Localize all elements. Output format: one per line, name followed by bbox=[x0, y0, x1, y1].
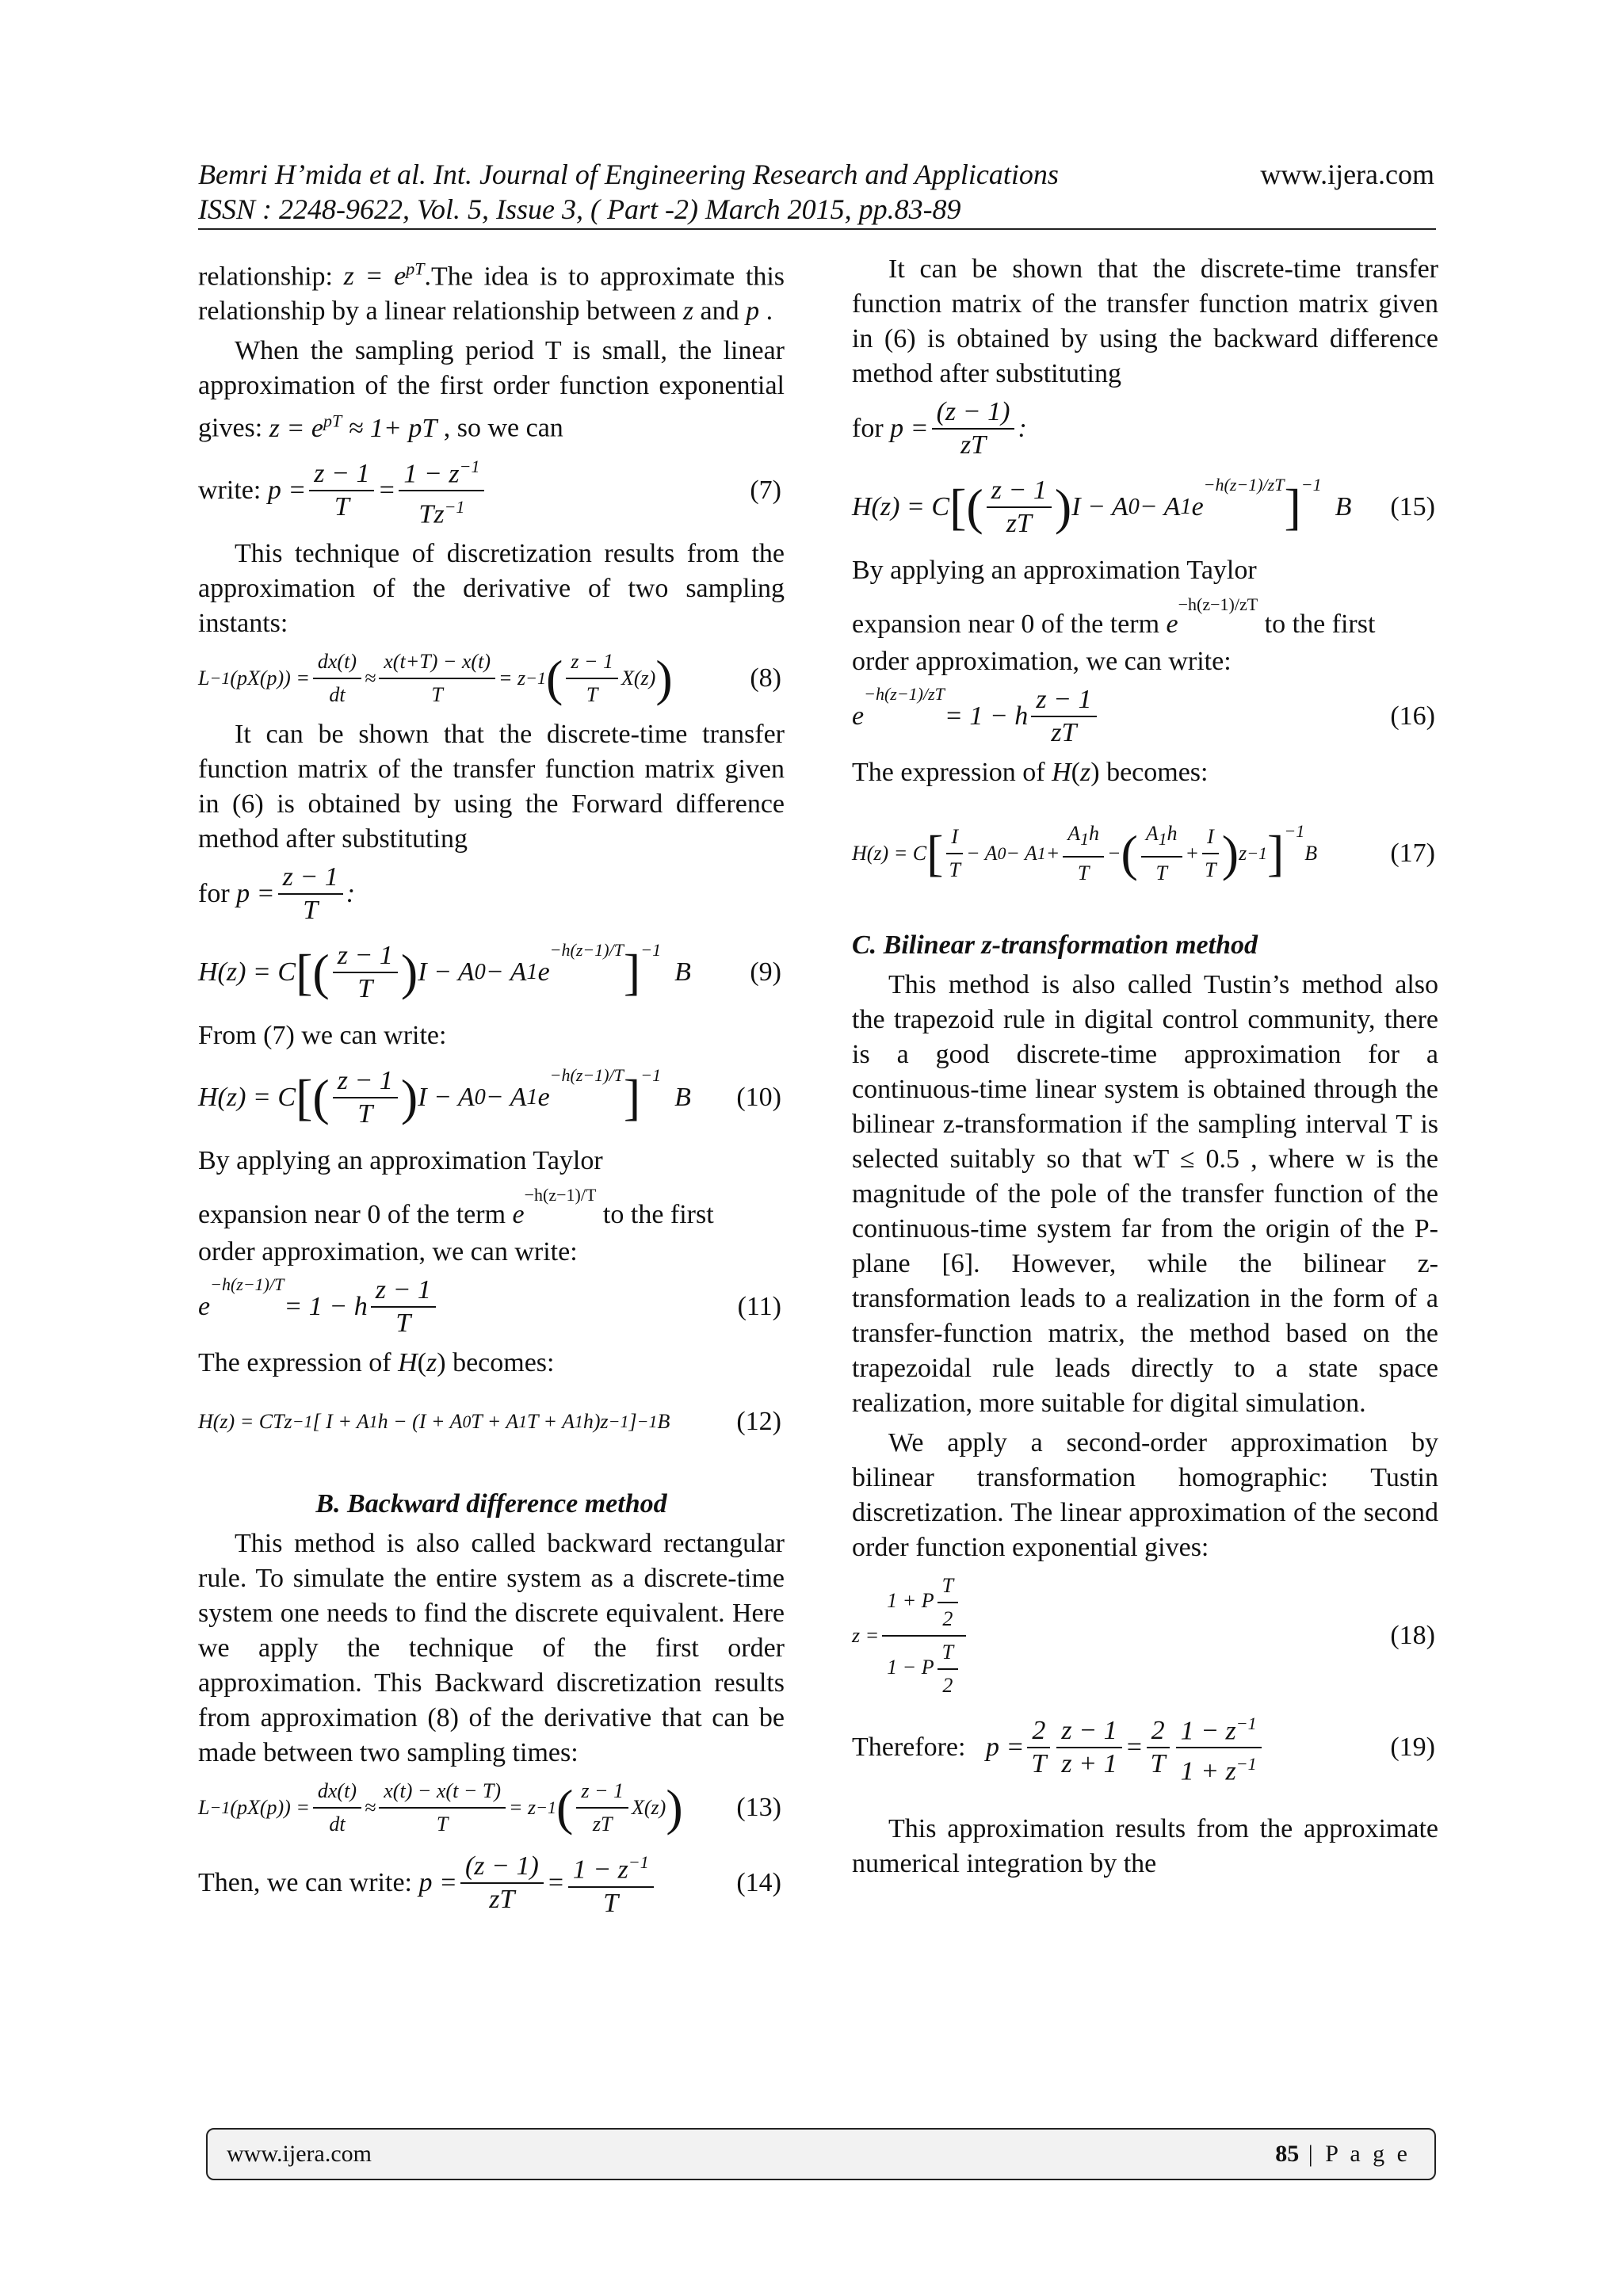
header-issn: ISSN : 2248-9622, Vol. 5, Issue 3, ( Part -2) March 2015, pp.83-89 bbox=[198, 193, 961, 225]
footer-bar bbox=[206, 2128, 1436, 2180]
page-number: 85 | P a g e bbox=[1275, 2141, 1411, 2167]
equation-7: write: p = $\frac{z - 1}{T}$ = $\frac{1 - z^{-1}}{Tz^{-1}}$ (7) bbox=[198, 451, 785, 531]
equation-14: Then, we can write: p = $\frac{(z - 1)}{zT}$ = $\frac{1 - z^{-1}}{T}$ (14) bbox=[198, 1847, 785, 1919]
paragraph: When the sampling period T is small, the linear approximation of the first order function exponential gives: $z = e^{pT} \approx 1+$ pT , so we can bbox=[198, 336, 785, 443]
paragraph: The expression of H(z) becomes: bbox=[198, 1348, 555, 1378]
right-column bbox=[852, 252, 1438, 1886]
header-rule bbox=[198, 228, 1436, 230]
equation-10: H(z) = C [ ( $\frac{z - 1}{T}$ ) I − A 0 − A 1 e −h(z−1)/T ] −1 B (10) bbox=[198, 1065, 781, 1129]
equation-15: H(z) = C [ ( $\frac{z - 1}{zT}$ ) I − A 0 − A 1 e −h(z−1)/zT ] −1 B (15) bbox=[852, 475, 1435, 538]
left-column bbox=[198, 252, 785, 1926]
paragraph: It can be shown that the discrete-time transfer function matrix of the transfer function matrix given in (6) is obtained by using the backward difference method after substituting bbox=[852, 254, 1438, 388]
equation-8: L −1 (pX(p)) = $\frac{dx(t)}{dt}$ ≈ $\frac{x(t+T) - x(t)}{T}$ = z −1 ( $\frac{z - 1}{T}$ X(z) ) (8) bbox=[198, 646, 785, 711]
equation-18: z = 1 + P $\frac{T}{2}$ 1 − P $\frac{T}{2}$ (18) bbox=[852, 1570, 1438, 1702]
equation-16: e −h(z−1)/zT = 1 − h $\frac{z - 1}{zT}$ (16) bbox=[852, 684, 1435, 747]
for-p-substitution: for p = $\frac{z - 1}{T}$ : bbox=[198, 862, 356, 926]
footer-url[interactable]: www.ijera.com bbox=[227, 2141, 372, 2167]
paragraph: This approximation results from the approximate numerical integration by the bbox=[852, 1813, 1438, 1878]
equation-11: e −h(z−1)/T = 1 − h $\frac{z - 1}{T}$ (11) bbox=[198, 1274, 781, 1339]
paragraph: It can be shown that the discrete-time transfer function matrix of the transfer function matrix given in (6) is obtained by using the Forward difference method after substituting bbox=[198, 720, 785, 854]
equation-9: H(z) = C [ ( $\frac{z - 1}{T}$ ) I − A 0 − A 1 e −h(z−1)/T ] −1 B (9) bbox=[198, 940, 781, 1004]
equation-13: L −1 (pX(p)) = $\frac{dx(t)}{dt}$ ≈ $\frac{x(t) - x(t - T)}{T}$ = z −1 ( $\frac{z - 1}{zT}$ X(z) ) (13) bbox=[198, 1775, 785, 1840]
paragraph: expansion near 0 of the term e−h(z−1)/T to the first order approximation, we can write: bbox=[198, 1185, 714, 1267]
paragraph: We apply a second-order approximation by bilinear transformation homographic: Tustin discretization. The linear approximation of the second order function exponential gives: bbox=[852, 1428, 1438, 1562]
paragraph: This method is also called backward rectangular rule. To simulate the entire system as a discrete-time system one needs to find the discrete equivalent. Here we apply the technique of the first order approximation. This Backward discretization results from approximation (8) of the derivative that can be made between two sampling times: bbox=[198, 1529, 785, 1768]
paragraph: This method is also called Tustin’s method also the trapezoid rule in digital control community, there is a good discrete-time approximation for a continuous-time linear system is obtained through the bilinear z-transformation if the sampling interval T is selected suitably so that wT ≤ 0.5 , where w is the magnitude of the pole of the transfer function of the continuous-time system far from the origin of the P-plane [6]. However, while the bilinear z-transformation leads to a realization in the form of a transfer-function matrix, the method based on the trapezoidal rule leads directly to a state space realization, more suitable for digital simulation. bbox=[852, 970, 1438, 1418]
paragraph: From (7) we can write: bbox=[198, 1021, 447, 1051]
equation-19: Therefore: p = $\frac{2}{T}$ $\frac{z - 1}{z + 1}$ = $\frac{2}{T}$ $\frac{1 - z^{-1}}{1 + z^{-1}}$ (19) bbox=[852, 1708, 1438, 1788]
paragraph: The expression of H(z) becomes: bbox=[852, 758, 1209, 787]
equation-12: H(z) = CTz −1 [ I + A 1 h − (I + A 0 T + A 1 T + A 1 h)z −1 ] −1 B (12) bbox=[198, 1407, 781, 1437]
header-url[interactable]: www.ijera.com bbox=[1260, 159, 1434, 190]
equation-17: H(z) = C [ $\frac{I}{T}$ − A 0 − A 1 + $\frac{A_1h}{T}$ − ( $\frac{A_1h}{T}$ + $\frac{I}{T}$ ) z −1 ] −1 B (17) bbox=[852, 814, 1438, 893]
paragraph: This technique of discretization results from the approximation of the derivative of two sampling instants: bbox=[198, 539, 785, 639]
for-p-substitution: for p = $\frac{(z - 1)}{zT}$ : bbox=[852, 397, 1027, 460]
section-heading-b: B. Backward difference method bbox=[315, 1489, 667, 1519]
paragraph: By applying an approximation Taylor bbox=[198, 1146, 603, 1176]
paragraph: expansion near 0 of the term e−h(z−1)/zT to the first order approximation, we can write: bbox=[852, 594, 1376, 676]
running-header bbox=[198, 157, 1434, 227]
paragraph: relationship: $z = e^{pT}.The$ idea is to approximate this relationship by a linear relationship between z and p . bbox=[198, 259, 785, 327]
paragraph: By applying an approximation Taylor bbox=[852, 556, 1257, 585]
header-journal: Bemri H’mida et al. Int. Journal of Engineering Research and Applications bbox=[198, 159, 1059, 190]
section-heading-c: C. Bilinear z-transformation method bbox=[852, 930, 1258, 960]
